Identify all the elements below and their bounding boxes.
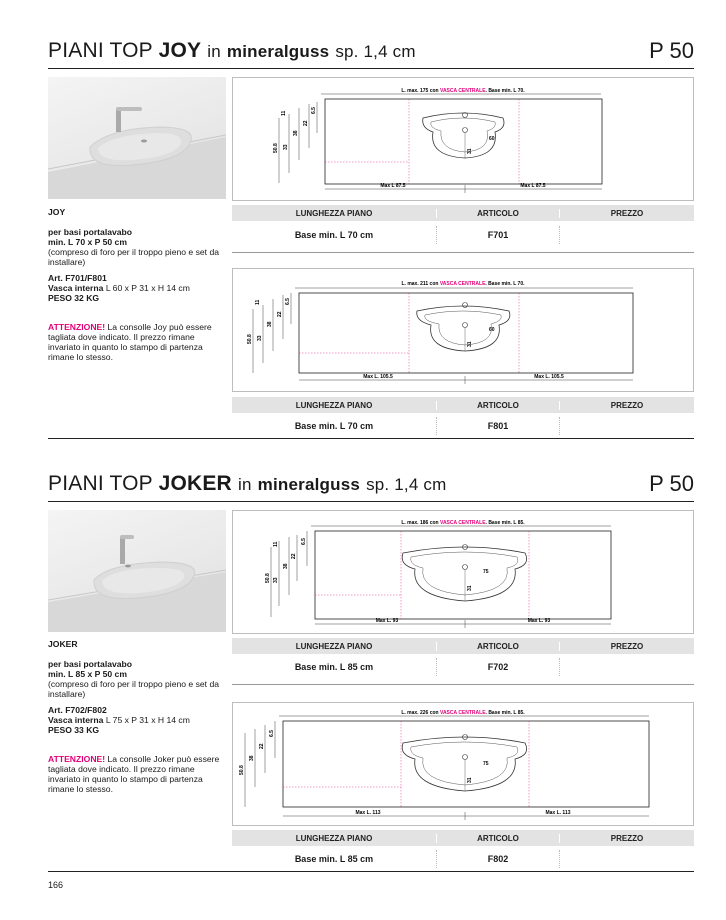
title-product: JOY — [158, 39, 202, 62]
weight: PESO 32 KG — [48, 293, 100, 303]
table-header — [232, 830, 694, 846]
basin-width-label: 60 — [489, 136, 495, 142]
warning-text: La consolle Joker può essere tagliata dove indicato. Il prezzo rimane invariato in quanto lo stampo di partenza rimane lo stesso. — [48, 754, 220, 794]
dim-label: 11 — [255, 299, 261, 305]
vasca-label: Vasca interna — [48, 715, 104, 725]
base-info-line2: min. L 85 x P 50 cm — [48, 669, 127, 679]
header-lunghezza: LUNGHEZZA PIANO — [295, 400, 373, 410]
section-end-rule — [48, 871, 694, 872]
table-row — [232, 848, 694, 870]
header-prezzo: PREZZO — [610, 641, 644, 651]
article-code: Art. F701/F801 — [48, 273, 107, 283]
title-prefix: PIANI TOP — [48, 39, 153, 62]
dim-label: 11 — [273, 541, 279, 547]
vasca-dims: L 75 x P 31 x H 14 cm — [105, 715, 190, 725]
dim-label: 50.8 — [265, 573, 271, 583]
dim-label: 22 — [277, 311, 283, 317]
row-divider — [232, 684, 694, 685]
top-dimension-label: L. max. 186 con VASCA CENTRALE. Base min. L 85. — [401, 520, 525, 526]
table-row — [232, 656, 694, 678]
title-in: in — [237, 475, 252, 494]
left-max-label: Max L. 93 — [375, 618, 399, 624]
product-name: JOY — [48, 207, 66, 217]
dim-label: 6.5 — [301, 538, 307, 545]
cell-lunghezza: Base min. L 70 cm — [294, 230, 374, 240]
header-lunghezza: LUNGHEZZA PIANO — [295, 833, 373, 843]
article-code: Art. F702/F802 — [48, 705, 107, 715]
basin-depth-label: 31 — [467, 148, 473, 154]
warning-text: La consolle Joy può essere tagliata dove indicato. Il prezzo rimane invariato in quanto lo stampo di partenza rimane lo stesso. — [48, 322, 212, 362]
table-header — [232, 397, 694, 413]
section-title — [48, 39, 416, 63]
dim-label: 22 — [303, 120, 309, 126]
table-header — [232, 638, 694, 654]
top-dimension-label: L. max. 226 con VASCA CENTRALE. Base min. L 85. — [401, 710, 525, 716]
table-row — [232, 224, 694, 246]
product-photo-joy — [48, 77, 226, 199]
depth-label: P 50 — [649, 471, 694, 496]
header-articolo: ARTICOLO — [436, 834, 560, 843]
header-articolo: ARTICOLO — [436, 209, 560, 218]
header-lunghezza: LUNGHEZZA PIANO — [295, 208, 373, 218]
right-max-label: Max L. 105.5 — [534, 374, 564, 380]
cell-lunghezza: Base min. L 70 cm — [294, 421, 374, 431]
table-header — [232, 205, 694, 221]
cell-articolo: F702 — [436, 658, 560, 676]
dim-label: 33 — [273, 577, 279, 583]
warning-label: ATTENZIONE! — [48, 322, 106, 332]
dim-label: 33 — [283, 144, 289, 150]
header-articolo: ARTICOLO — [436, 642, 560, 651]
base-info-line1: per basi portalavabo — [48, 227, 133, 237]
title-material: mineralguss — [226, 42, 330, 61]
dim-label: 33 — [257, 335, 263, 341]
cell-lunghezza: Base min. L 85 cm — [294, 662, 374, 672]
basin-depth-label: 31 — [467, 777, 473, 783]
left-max-label: Max L. 113 — [355, 810, 381, 816]
basin-depth-label: 31 — [467, 341, 473, 347]
dim-label: 38 — [249, 755, 255, 761]
technical-drawing-f702 — [232, 510, 694, 634]
title-in: in — [207, 42, 221, 61]
dim-label: 6.5 — [285, 298, 291, 305]
title-thickness: sp. 1,4 cm — [366, 475, 447, 494]
header-articolo: ARTICOLO — [436, 401, 560, 410]
dim-label: 22 — [259, 743, 265, 749]
warning-note — [48, 322, 228, 362]
basin-depth-label: 31 — [467, 585, 473, 591]
dim-label: 11 — [281, 110, 287, 116]
depth-label: P 50 — [649, 38, 694, 63]
weight: PESO 33 KG — [48, 725, 100, 735]
left-max-label: Max L 87.5 — [380, 183, 406, 189]
basin-width-label: 75 — [483, 761, 489, 767]
header-prezzo: PREZZO — [610, 833, 644, 843]
technical-drawing-f802 — [232, 702, 694, 826]
cell-lunghezza: Base min. L 85 cm — [294, 854, 374, 864]
section-title — [48, 472, 446, 496]
cell-articolo: F701 — [436, 226, 560, 244]
product-description-joy — [48, 207, 228, 362]
washbasin-illustration — [48, 510, 226, 632]
right-max-label: Max L. 113 — [545, 810, 571, 816]
header-prezzo: PREZZO — [610, 208, 644, 218]
product-name: JOKER — [48, 639, 78, 649]
table-row — [232, 415, 694, 437]
basin-width-label: 75 — [483, 569, 489, 575]
title-material: mineralguss — [257, 475, 361, 494]
base-info-line1: per basi portalavabo — [48, 659, 133, 669]
row-divider — [232, 252, 694, 253]
dim-label: 38 — [267, 321, 273, 327]
page-number: 166 — [48, 880, 64, 890]
base-info-line3: (compreso di foro per il troppo pieno e set da installare) — [48, 679, 220, 699]
product-description-joker — [48, 639, 228, 794]
top-dimension-label: L. max. 175 con VASCA CENTRALE. Base min. L 70. — [401, 88, 525, 94]
cell-articolo: F802 — [436, 850, 560, 868]
vasca-label: Vasca interna — [48, 283, 104, 293]
technical-drawing-f801 — [232, 268, 694, 392]
title-thickness: sp. 1,4 cm — [335, 42, 416, 61]
title-rule — [48, 501, 694, 502]
header-lunghezza: LUNGHEZZA PIANO — [295, 641, 373, 651]
product-photo-joker — [48, 510, 226, 632]
cell-articolo: F801 — [436, 417, 560, 435]
title-rule — [48, 68, 694, 69]
title-prefix: PIANI TOP — [48, 472, 153, 495]
section-end-rule — [48, 438, 694, 439]
dim-label: 6.5 — [269, 730, 275, 737]
dim-label: 50.8 — [239, 765, 245, 775]
header-prezzo: PREZZO — [610, 400, 644, 410]
top-dimension-label: L. max. 211 con VASCA CENTRALE. Base min. L 70. — [401, 281, 525, 287]
title-product: JOKER — [158, 472, 232, 495]
dim-label: 38 — [293, 130, 299, 136]
left-max-label: Max L. 105.5 — [363, 374, 393, 380]
dim-label: 38 — [283, 563, 289, 569]
technical-drawing-f701 — [232, 77, 694, 201]
right-max-label: Max L 87.5 — [520, 183, 546, 189]
dim-label: 22 — [291, 553, 297, 559]
washbasin-illustration — [48, 77, 226, 199]
basin-width-label: 60 — [489, 327, 495, 333]
vasca-dims: L 60 x P 31 x H 14 cm — [105, 283, 190, 293]
dim-label: 50.8 — [247, 334, 253, 344]
warning-label: ATTENZIONE! — [48, 754, 106, 764]
dim-label: 50.8 — [273, 143, 279, 153]
base-info-line2: min. L 70 x P 50 cm — [48, 237, 127, 247]
warning-note — [48, 754, 228, 794]
right-max-label: Max L. 93 — [527, 618, 551, 624]
dim-label: 6.5 — [311, 107, 317, 114]
base-info-line3: (compreso di foro per il troppo pieno e set da installare) — [48, 247, 220, 267]
